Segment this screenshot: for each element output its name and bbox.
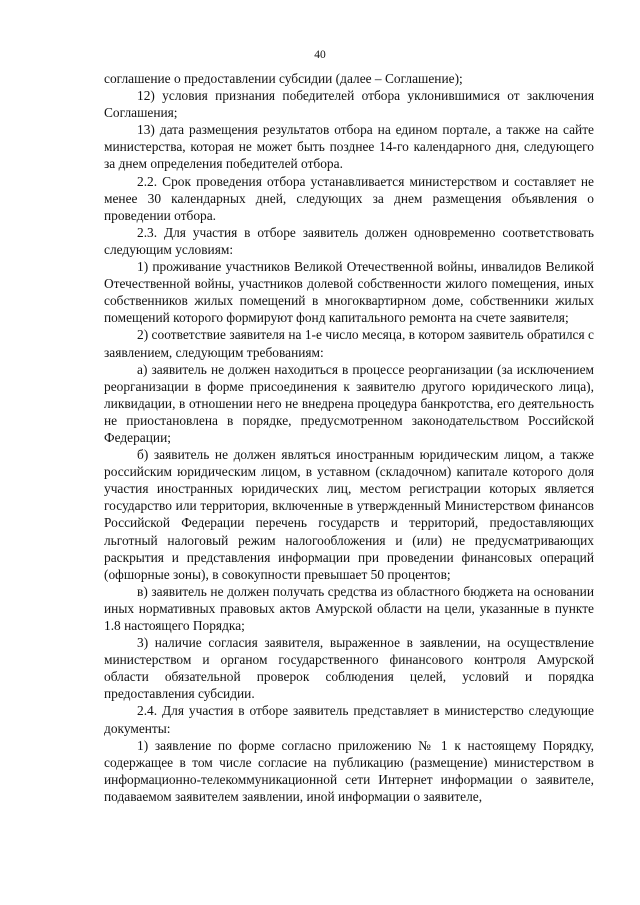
paragraph: 1) заявление по форме согласно приложению № 1 к настоящему Порядку, содержащее в том числе согласие на публикацию (размещение) министерством в информационно-телекоммуникационной сети Интернет информации о заявителе, подаваемом заявителем заявлении, иной информации о заявителе, — [104, 737, 594, 804]
paragraph: соглашение о предоставлении субсидии (далее – Соглашение); — [104, 71, 463, 86]
document-body — [104, 70, 594, 805]
paragraph: б) заявитель не должен являться иностранным юридическим лицом, а также российским юридическим лицом, в уставном (складочном) капитале которого доля участия иностранных юридических лиц, местом регистрации которых является государство или территория, включенные в утвержденный Министерством финансов Российской Федерации перечень государств и территорий, предоставляющих льготный налоговый режим налогообложения и (или) не предусматривающих раскрытия и представления информации при проведении финансовых операций (офшорные зоны), в совокупности превышает 50 процентов; — [104, 447, 594, 582]
paragraph: 2.3. Для участия в отборе заявитель должен одновременно соответствовать следующим условиям: — [104, 224, 594, 257]
paragraph: 1) проживание участников Великой Отечественной войны, инвалидов Великой Отечественной войны, участников долевой собственности жилого помещения, иных собственников жилых помещений в многоквартирном доме, собственники жилых помещений которого формируют фонд капитального ремонта на счете заявителя; — [104, 259, 594, 326]
paragraph: 3) наличие согласия заявителя, выраженное в заявлении, на осуществление министерством и органом государственного финансового контроля Амурской области обязательной проверок соблюдения целей, условий и порядка предоставления субсидии. — [104, 635, 594, 702]
paragraph: 2.4. Для участия в отборе заявитель представляет в министерство следующие документы: — [104, 703, 594, 736]
paragraph: а) заявитель не должен находиться в процессе реорганизации (за исключением реорганизации в форме присоединения к заявителю другого юридического лица), ликвидации, в отношении него не внедрена процедура банкротства, его деятельность не приостановлена в порядке, предусмотренном законодательством Российской Федерации; — [104, 361, 594, 445]
paragraph: 12) условия признания победителей отбора уклонившимися от заключения Соглашения; — [104, 88, 594, 121]
paragraph: 2) соответствие заявителя на 1-е число месяца, в котором заявитель обратился с заявлением, следующим требованиям: — [104, 327, 594, 360]
paragraph: в) заявитель не должен получать средства из областного бюджета на основании иных нормативных правовых актов Амурской области на цели, указанные в пункте 1.8 настоящего Порядка; — [104, 583, 594, 633]
paragraph: 13) дата размещения результатов отбора на едином портале, а также на сайте министерства, которая не может быть позднее 14-го календарного дня, следующего за днем определения победителей отбора. — [104, 122, 594, 172]
paragraph: 2.2. Срок проведения отбора устанавливается министерством и составляет не менее 30 календарных дней, следующих за днем размещения объявления о проведении отбора. — [104, 173, 594, 223]
page-number: 40 — [314, 49, 326, 61]
